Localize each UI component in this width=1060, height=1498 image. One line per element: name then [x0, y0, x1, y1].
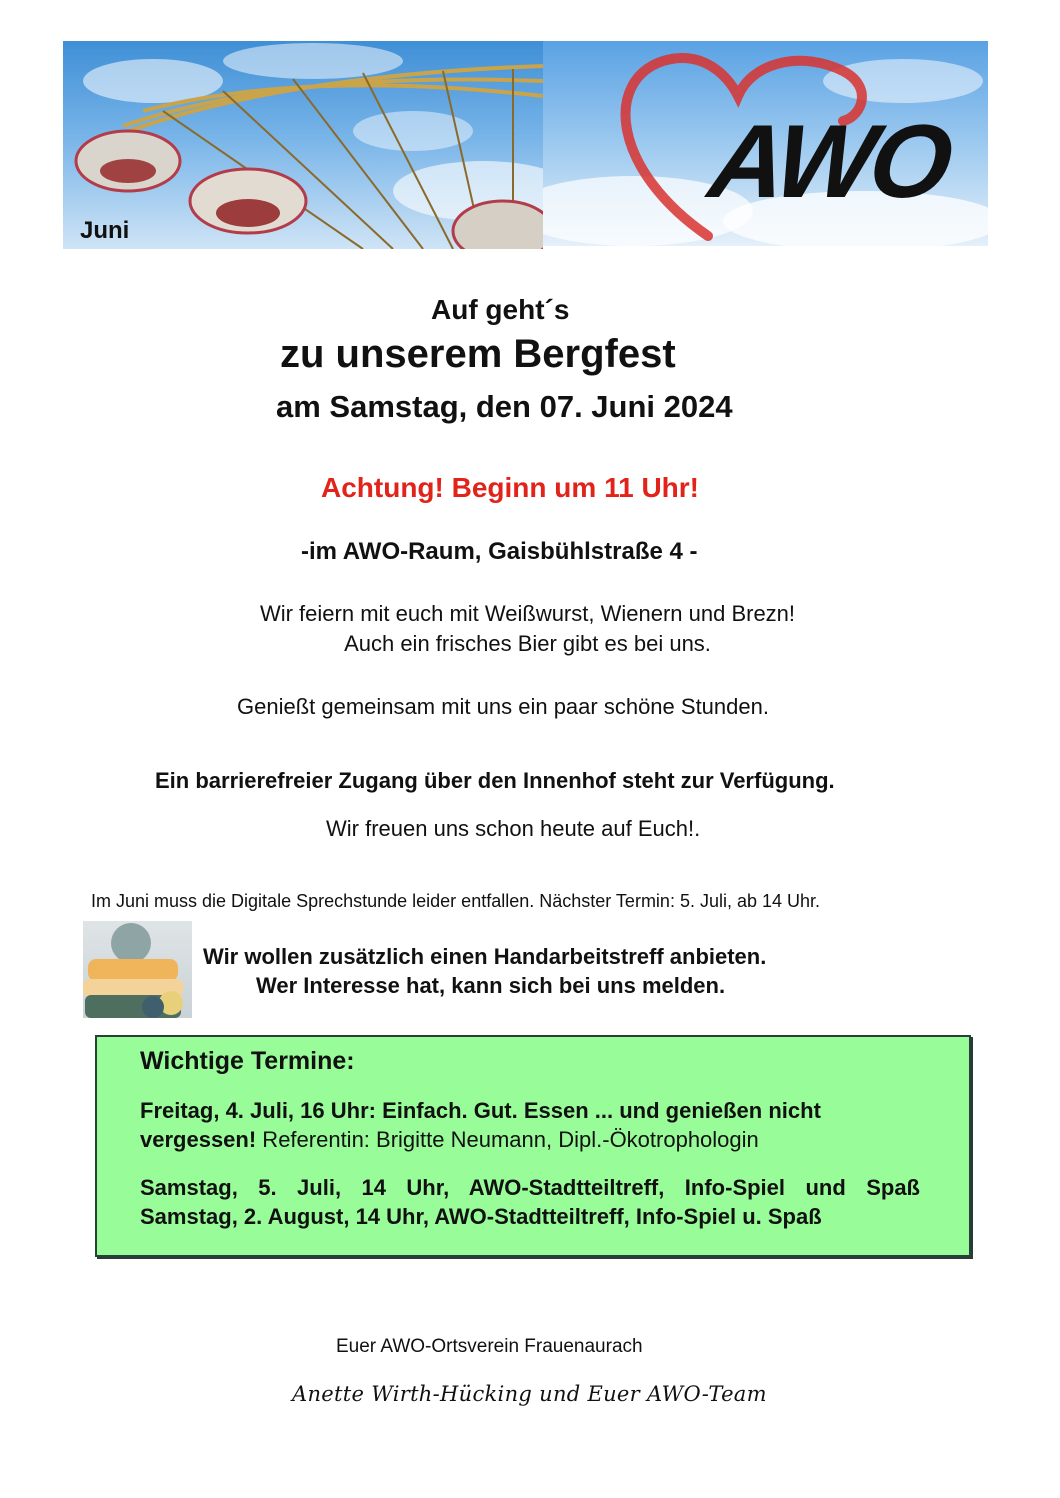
awo-logo-banner [543, 41, 988, 246]
food-text [0, 599, 1055, 659]
club-name: Euer AWO-Ortsverein Frauenaurach [336, 1336, 643, 1357]
ferris-wheel-photo [63, 41, 543, 249]
event-list [140, 1173, 920, 1231]
awo-logo-text: AWO [702, 104, 956, 220]
important-dates-box [95, 1035, 971, 1257]
digital-consultation-note: Im Juni muss die Digitale Sprechstunde leider entfallen. Nächster Termin: 5. Juli, ab 14 Uhr. [91, 891, 821, 911]
event-1-title-end: vergessen! [140, 1127, 257, 1152]
start-time-alert: Achtung! Beginn um 11 Uhr! [321, 472, 699, 503]
signature: Anette Wirth-Hücking und Euer AWO-Team [292, 1382, 767, 1406]
accessibility-note: Ein barrierefreier Zugang über den Innenhof steht zur Verfügung. [155, 768, 835, 793]
ferris-wheel-illustration [63, 41, 543, 249]
yarn-photo [83, 921, 192, 1018]
banner-month-label: Juni [80, 217, 130, 244]
food-line-1: Wir feiern mit euch mit Weißwurst, Wienern und Brezn! [259, 601, 796, 626]
event-2: Samstag, 5. Juli, 14 Uhr, AWO-Stadtteiltreff, Info-Spiel und Spaß [140, 1175, 920, 1200]
event-1 [140, 1096, 940, 1154]
enjoy-text: Genießt gemeinsam mit uns ein paar schöne Stunden. [237, 694, 769, 719]
headline-intro: Auf geht´s [431, 294, 570, 325]
important-dates-heading: Wichtige Termine: [140, 1047, 355, 1075]
handcraft-line-1: Wir wollen zusätzlich einen Handarbeitstreff anbieten. [203, 944, 767, 969]
handcraft-line-2: Wer Interesse hat, kann sich bei uns melden. [256, 973, 726, 998]
event-1-title: Freitag, 4. Juli, 16 Uhr: Einfach. Gut. Essen ... und genießen nicht [140, 1098, 821, 1123]
closing-text: Wir freuen uns schon heute auf Euch!. [326, 816, 701, 841]
event-location: -im AWO-Raum, Gaisbühlstraße 4 - [301, 538, 698, 565]
headline-title: zu unserem Bergfest [280, 332, 676, 376]
event-1-speaker: Referentin: Brigitte Neumann, Dipl.-Ökotrophologin [256, 1127, 759, 1152]
headline-date: am Samstag, den 07. Juni 2024 [276, 389, 733, 424]
food-line-2: Auch ein frisches Bier gibt es bei uns. [344, 631, 711, 656]
event-3: Samstag, 2. August, 14 Uhr, AWO-Stadtteiltreff, Info-Spiel u. Spaß [140, 1204, 822, 1229]
yarn-illustration [83, 921, 192, 1018]
